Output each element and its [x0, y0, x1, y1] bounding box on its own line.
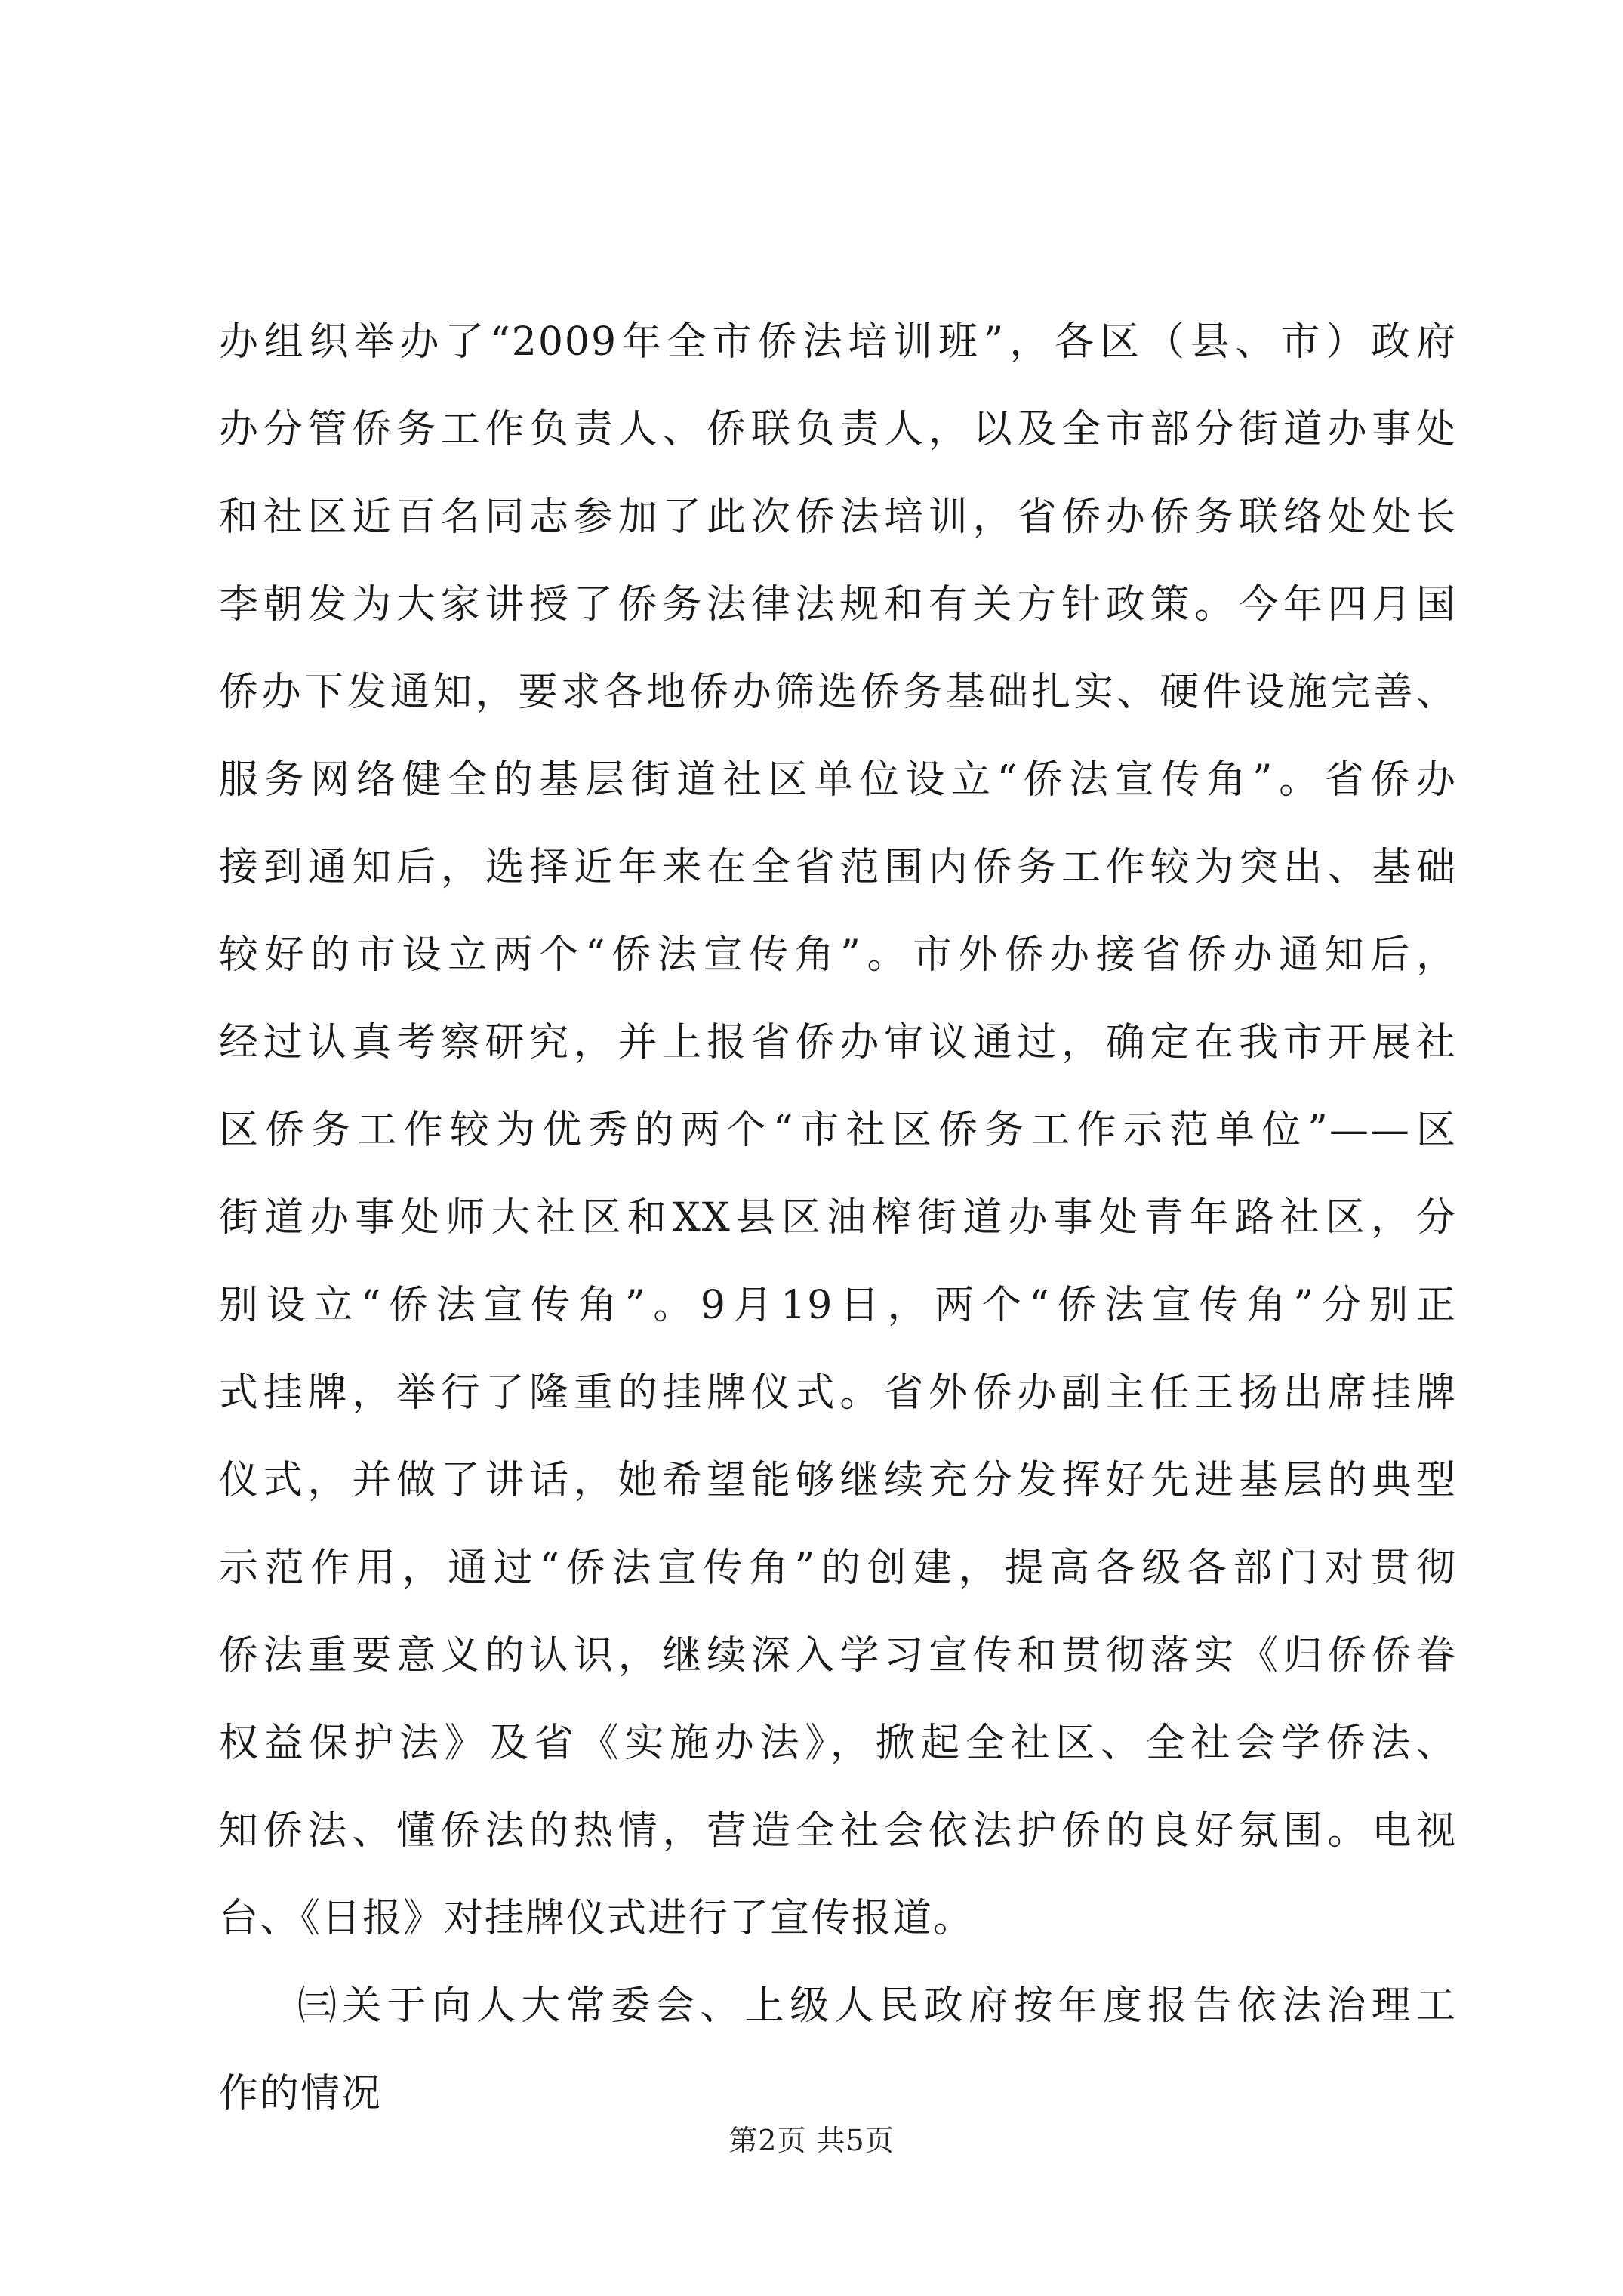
text-line: 侨法重要意义的认识，继续深入学习宣传和贯彻落实《归侨侨眷 — [219, 1633, 1457, 1678]
text-line: 区侨务工作较为优秀的两个“市社区侨务工作示范单位”——区 — [219, 1108, 1457, 1153]
text-line: 较好的市设立两个“侨法宣传角”。市外侨办接省侨办通知后， — [219, 932, 1457, 978]
section-heading-line: ㈢关于向人大常委会、上级人民政府按年度报告依法治理工 — [297, 1983, 1457, 2029]
text-line: 别设立“侨法宣传角”。9月19日，两个“侨法宣传角”分别正 — [219, 1283, 1457, 1328]
text-line: 侨办下发通知，要求各地侨办筛选侨务基础扎实、硬件设施完善、 — [219, 670, 1457, 715]
text-line: 办分管侨务工作负责人、侨联负责人，以及全市部分街道办事处 — [219, 407, 1457, 452]
text-line: 知侨法、懂侨法的热情，营造全社会依法护侨的良好氛围。电视 — [219, 1808, 1457, 1854]
text-line: 经过认真考察研究，并上报省侨办审议通过，确定在我市开展社 — [219, 1020, 1457, 1065]
text-line: 仪式，并做了讲话，她希望能够继续充分发挥好先进基层的典型 — [219, 1458, 1457, 1503]
section-heading-line: 作的情况 — [219, 2071, 383, 2116]
page-number-footer: 第2页 共5页 — [728, 2124, 895, 2157]
text-line: 接到通知后，选择近年来在全省范围内侨务工作较为突出、基础 — [219, 845, 1457, 890]
body-text — [219, 298, 1457, 2137]
text-line: 示范作用，通过“侨法宣传角”的创建，提高各级各部门对贯彻 — [219, 1546, 1457, 1591]
text-line: 和社区近百名同志参加了此次侨法培训，省侨办侨务联络处处长 — [219, 495, 1457, 540]
text-line: 服务网络健全的基层街道社区单位设立“侨法宣传角”。省侨办 — [219, 757, 1457, 803]
text-line: 台、《日报》对挂牌仪式进行了宣传报道。 — [219, 1896, 975, 1941]
text-line: 权益保护法》及省《实施办法》，掀起全社区、全社会学侨法、 — [219, 1721, 1457, 1766]
text-line: 办组织举办了“2009年全市侨法培训班”，各区（县、市）政府 — [219, 319, 1457, 365]
text-line: 街道办事处师大社区和XX县区油榨街道办事处青年路社区，分 — [219, 1195, 1457, 1240]
text-line: 式挂牌，举行了隆重的挂牌仪式。省外侨办副主任王扬出席挂牌 — [219, 1370, 1457, 1416]
text-line: 李朝发为大家讲授了侨务法律法规和有关方针政策。今年四月国 — [219, 582, 1457, 627]
